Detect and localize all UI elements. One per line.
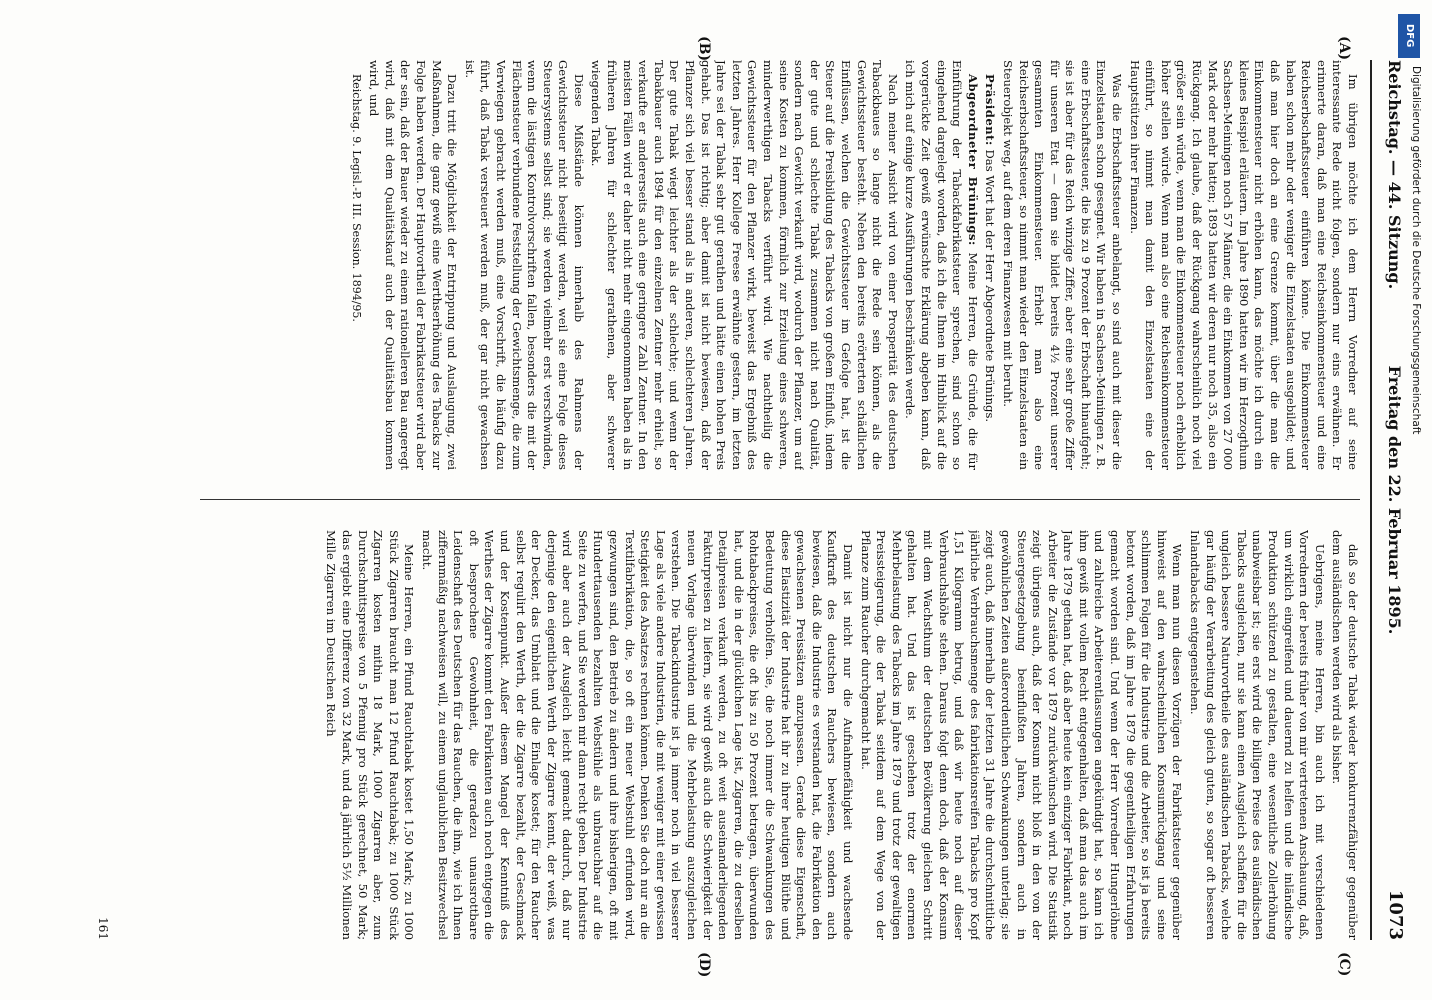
header-session: Reichstag. — 44. Sitzung. xyxy=(1385,60,1404,290)
text-column-left xyxy=(120,60,1360,470)
speaker-name: Abgeordneter Brünings: xyxy=(965,74,980,246)
header-date: Freitag den 22. Februar 1895. xyxy=(1385,365,1404,635)
header-rule xyxy=(1370,60,1372,940)
page-number: 1073 xyxy=(1385,889,1406,940)
digitization-credit: Digitalisierung gefördert durch die Deutsche Forschungsgemeinschaft xyxy=(1410,66,1422,435)
text-column-right xyxy=(120,530,1360,940)
body-paragraph: Diese Mißstände können innerhalb des Rahmens der Gewichtssteuer nicht beseitigt werden, weil sie eine Folge dieses Steuersystems selbst sind; sie werden vielmehr erst verschwinden, wenn die lästigen Kontrolvorschriften fallen, besonders die mit der Flächensteuer verbundene Feststellung der Gewichtsmenge, die zum Verwiegen gebracht werden muß, eine Vorschrift, die häufig dazu führt, daß Tabak versteuert werden muß, der gar nicht gewachsen ist. xyxy=(462,60,586,470)
body-paragraph: Was die Erbschaftssteuer anbelangt, so sind auch mit dieser die Einzelstaaten schon gesegnet. Wir haben in Sachsen-Meiningen z. B. eine Erbschaftssteuer, die bis zu 9 Prozent der Erbschaft hinaufgeht; sie ist aber für das Reich winzige Ziffer, aber eine sehr große Ziffer für unseren Etat — denn sie bildet bereits 4½ Prozent unserer gesammten Einkommensteuer. Erhebt man also eine Reichserbschaftssteuer, so nimmt man wieder den Einzelstaaten ein Steuerobjekt weg, auf dem deren Finanzwesen mit beruht. xyxy=(1000,60,1125,470)
page-footer-number: 161 xyxy=(96,917,110,940)
margin-marker-c: (C) xyxy=(1336,952,1352,977)
body-paragraph: Wenn man nun diesen Vorzügen der Fabrikatsteuer gegenüber hinweist auf den wahrscheinlichen Konsumrückgang und seine schlimmen Folgen für die Industrie und die Arbeiter, so ist ja bereits betont worden, daß im Jahre 1879 die gegentheiligen Erfahrungen gemacht worden sind. Und wenn der Herr Vorredner Hungerlöhne und zahlreiche Arbeiterentlassungen angekündigt hat, so kann ich ihm gewiß mit vollem Recht entgegenhalten, daß man das auch im Jahre 1879 gethan hat, daß aber heute kein einziger Fabrikant, noch Arbeiter die Zustände vor 1879 zurückwünschen wird. Die Statistik zeigt übrigens auch, daß der Konsum nicht bloß in den von der Steuergesetzgebung beeinflußten Jahren, sondern auch in gewöhnlichen Zeiten außerordentlichen Schwankungen unterlag; sie zeigt auch, daß innerhalb der letzten 31 Jahre die durchschnittliche jährliche Verbrauchsmenge des fabrikationsreifen Tabacks pro Kopf 1,51 Kilogramm betrug, und daß wir heute noch auf dieser Verbrauchshöhe stehen. Daraus folgt denn doch, daß der Konsum mit dem Wachsthum der deutschen Bevölkerung gleichen Schritt gehalten hat. Und das ist geschehen trotz der enormen Mehrbelastung des Tabacks im Jahre 1879 und trotz der gewaltigen Preissteigerung, die der Tabak seitdem auf dem Wege von der Pflanze zum Raucher durchgemacht hat. xyxy=(858,530,1185,940)
body-paragraph: Dazu tritt die Möglichkeit der Entrippung und Auslaugung, zwei Maßnahmen, die ganz gewiß eine Werthserhöhung des Tabacks zur Folge haben werden. Der Hauptvortheil der Fabrikatsteuer wird aber der sein, daß der Bauer wieder zu einem rationelleren Bau angeregt wird, daß mit dem Qualitätskauf auch der Qualitätsbau kommen wird, und xyxy=(367,60,460,470)
body-paragraph: Uebrigens, meine Herren, bin auch ich mit verschiedenen Vorrednern der bereits früher von mir vertretenen Anschauung, daß, um wirklich eingreifend und dauernd zu helfen und die inländische Produktion schützend zu gestalten, eine wesentliche Zollerhöhung unabweisbar ist; sie erst wird die billigen Preise des ausländischen Tabacks ausgleichen, nur sie kann einen Ausgleich schaffen für die ungleich bessere Naturvortheile des ausländischen Tabacks, welche gar häufig der Verarbeitung des gleich guten, so sogar oft besseren Inlandtabacks entgegenstehen. xyxy=(1188,530,1327,940)
source-line: Reichstag. 9. Legisl.-P. III. Session. 1894/95. xyxy=(349,74,363,322)
speaker-name: Präsident: xyxy=(983,74,998,146)
speaker-paragraph: Präsident: Das Wort hat der Herr Abgeordnete Brünings. xyxy=(983,74,998,423)
digitization-sidebar xyxy=(1394,10,1428,990)
body-paragraph: Nach meiner Ansicht wird von einer Prosperität des deutschen Tabackbaues so lange nicht die Rede sein können, als die Gewichtssteuer besteht. Neben den bereits erörterten schädlichen Einflüssen, welchen die Gewichtssteuer im Gefolge hat, ist die Steuer auf die Preisbildung des Tabacks von großem Einfluß, indem der gute und schlechte Tabak zusammen nicht nach Qualität, sondern nach Gewicht verkauft wird, wodurch der Pflanzer, um auf seine Kosten zu kommen, förmlich zur Erzielung eines schweren, minderwerthigen Tabacks verführt wird. Wie nachtheilig die Gewichtssteuer für den Pflanzer wirkt, beweist das Ergebniß des letzten Jahres. Herr Kollege Freese erwähnte gestern, im letzten Jahre sei der Tabak sehr gut gerathen und hätte einen hohen Preis gehabt. Das ist richtig; aber damit ist nicht bewiesen, daß der Pflanzer sich viel besser stand als in anderen, schlechteren Jahren. Der gute Tabak wiegt leichter als der schlechte; und wenn der Tabakbauer auch 1894 für den einzelnen Zentner mehr erhielt, so verkaufte er andererseits auch eine geringere Zahl Zentner. In den meisten Fällen wird er daher nicht mehr eingenommen haben als in früheren Jahren für schlechter gerathenen, aber schwerer wiegenden Tabak. xyxy=(589,60,900,470)
body-paragraph: Damit ist nicht nur die Aufnahmefähigkeit und wachsende Kaufkraft des deutschen Rauchers bewiesen, sondern auch bewiesen, daß die Industrie es verstanden hat, die Fabrikation den gewachsenen Preissätzen anzupassen. Gerade diese Eigenschaft, diese Elastizität der Industrie hat ihr zu ihrer heutigen Blüthe und Bedeutung verholfen. Sie, die noch immer die Schwankungen des Rohtabackpreises, die oft bis zu 50 Prozent betragen, überwunden hat, und die in der glücklichen Lage ist, Zigarren, die zu derselben Detailpreisen verkauft werden, zu oft weit auseinanderliegenden Fakturpreisen zu liefern, sie wird gewiß auch die Schwierigkeit der neuen Vorlage überwinden und die Mehrbelastung auszugleichen verstehen. Die Tabackindustrie ist ja immer noch in viel besserer Lage als viele andere Industrien, die mit weniger mit einer gewissen Stetigkeit des Absatzes rechnen können. Denken Sie doch nur an die Textilfabrikation, die, so oft ein neuer Webstuhl erfunden wird, gezwungen sind, den Betrieb zu ändern und ihre bisherigen, oft mit Hunderttausenden bezahlten Webstühle als unbrauchbar auf die Seite zu werfen, und Sie werden mir dann recht geben. Der Industrie wird aber auch der Ausgleich leicht gemacht dadurch, daß nur derjenige den eigentlichen Werth der Zigarre kennt, der weiß, was der Decker, das Umblatt und die Einlage kostet; für den Raucher selbst regulirt den Werth, der die Zigarre bezahlt, der Geschmack und der Kostenpunkt. Außer diesem Mangel der Kenntniß des Werthes der Zigarre kommt den Fabrikanten auch noch entgegen die oft besprochene Gewohnheit, die geradezu unausrottbare Leidenschaft des Deutschen für das Rauchen, die ihm, wie ich Ihnen ziffernmäßig nachweisen will, zu einem unglaublichen Besitzwechsel macht. xyxy=(419,530,855,940)
margin-marker-d: (D) xyxy=(696,952,712,978)
body-paragraph: Im übrigen möchte ich dem Herrn Vorredner auf seine interessante Rede nicht folgen, sondern nur eins erwähnen. Er erinnerte daran, daß man eine Reichseinkommensteuer und eine Reichserbschaftssteuer einführen könne. Die Einkommensteuer haben schon mehr oder weniger die Einzelstaaten ausgebildet; und daß man hier doch an eine Grenze kommt, über die man die Einkommensteuer nicht erhöhen kann, das möchte ich durch ein kleines Beispiel erläutern. Im Jahre 1890 hatten wir im Herzogthum Sachsen-Meiningen noch 57 Männer, die ein Einkommen von 27 000 Mark oder mehr hatten; 1893 hatten wir deren nur noch 35, also ein Rückgang. Ich glaube, daß der Rückgang wahrscheinlich noch viel größer sein würde, wenn man die Einkommensteuer noch erheblich höher stellen würde. Wenn man also eine Reichseinkommensteuer einführt, so nimmt man damit den Einzelstaaten eine der Hauptstützen ihrer Finanzen. xyxy=(1127,60,1360,470)
body-paragraph: daß so der deutsche Tabak wieder konkurrenzfähiger gegenüber dem ausländischen werden wird als bisher. xyxy=(1330,530,1360,940)
margin-marker-b: (B) xyxy=(696,36,712,62)
margin-marker-a: (A) xyxy=(1336,36,1352,61)
speaker-paragraph: Abgeordneter Brünings: Meine Herren, die Gründe, die für Einführung der Tabackfabrikatsteuer sprechen, sind schon so eingehend dargelegt worden, daß ich die Ihnen im Hinblick auf die vorgerückte Zeit gewiß erwünschte Erklärung abgeben kann, daß ich mich auf einige kurze Ausführungen beschränken werde. xyxy=(903,60,980,470)
dfg-logo: DFG xyxy=(1398,14,1420,58)
column-divider xyxy=(200,499,1360,500)
body-paragraph: Meine Herren, ein Pfund Rauchtabak kostet 1,50 Mark; zu 1000 Stück Zigarren braucht man 12 Pfund Rauchtabak; zu 1000 Stück Zigarren kosten mithin 18 Mark, 1000 Zigarren aber, zum Durchschnittspreise von 5 Pfennig pro Stück gerechnet, 50 Mark; das ergiebt eine Differenz von 32 Mark, und da jährlich 5½ Millionen Mille Zigarren im Deutschen Reich xyxy=(324,530,417,940)
